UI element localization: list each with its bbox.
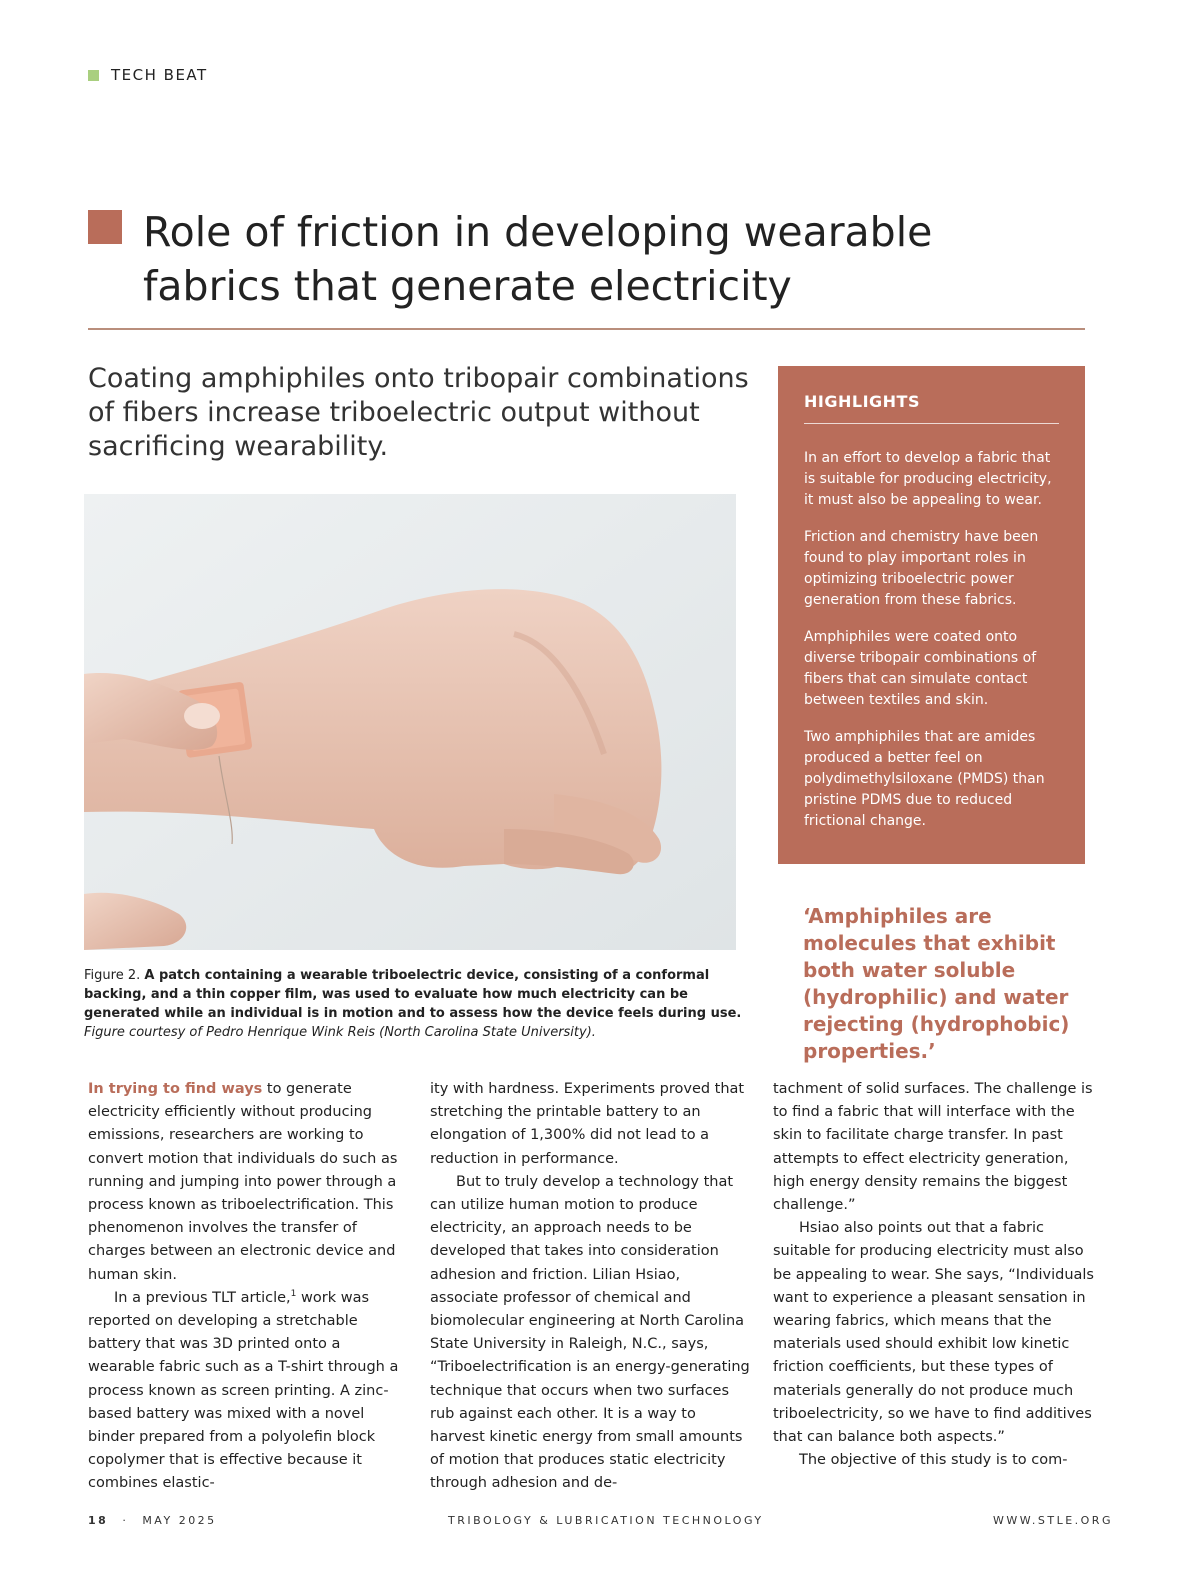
body-column-1 <box>88 1078 410 1496</box>
figure-credit: Figure courtesy of Pedro Henrique Wink Reis (North Carolina State University). <box>84 1025 596 1040</box>
highlights-box <box>778 366 1085 864</box>
footer-website-link[interactable]: WWW.STLE.ORG <box>993 1514 1113 1527</box>
highlight-item: In an effort to develop a fabric that is suitable for producing electricity, it must also be appealing to wear. <box>804 450 1052 508</box>
body-paragraph: In a previous TLT article,$^1$ work was reported on developing a stretchable battery that was 3D printed onto a wearable fabric such as a T-shirt through a process known as screen printing. A zinc-based battery was mixed with a novel binder prepared from a polyolefin block copolymer that is effective because it combines elastic- <box>88 1289 399 1492</box>
body-paragraph: The objective of this study is to com- <box>799 1452 1068 1469</box>
section-tag-square <box>88 70 99 81</box>
figure-caption-text: A patch containing a wearable triboelectric device, consisting of a conformal backing, and a thin copper film, was used to evaluate how much electricity can be generated while an individual is in motion and to assess how the device feels during use. <box>84 968 742 1021</box>
highlight-item: Friction and chemistry have been found to play important roles in optimizing triboelectric power generation from these fabrics. <box>804 529 1039 608</box>
body-paragraph: In trying to find ways to generate electricity efficiently without producing emissions, researchers are working to convert motion that individuals do such as running and jumping into power through a process known as triboelectrification. This phenomenon involves the transfer of charges between an electronic device and human skin. <box>88 1081 398 1283</box>
body-paragraph: Hsiao also points out that a fabric suitable for producing electricity must also be appealing to wear. She says, “Individuals want to experience a pleasant sensation in wearing fabrics, which means that the materials used should exhibit low kinetic friction coefficients, but these types of materials generally do not produce much triboelectricity, so we have to find additives that can balance both aspects.” <box>773 1220 1094 1446</box>
title-square-icon <box>88 210 122 244</box>
section-tag <box>88 66 208 84</box>
pull-quote: ‘Amphiphiles are molecules that exhibit both water soluble (hydrophilic) and water rejecting (hydrophobic) properties.’ <box>803 904 1070 1063</box>
issue-date: MAY 2025 <box>142 1514 217 1527</box>
page-number: 18 <box>88 1514 109 1527</box>
footer-page-info <box>88 1514 217 1527</box>
body-paragraph: ity with hardness. Experiments proved that stretching the printable battery to an elongation of 1,300% did not lead to a reduction in performance. <box>430 1081 745 1167</box>
title-rule <box>88 328 1085 330</box>
highlights-heading: HIGHLIGHTS <box>804 392 1059 424</box>
body-column-3 <box>773 1078 1095 1472</box>
footer-separator: · <box>122 1514 129 1527</box>
footnote-ref: 1 <box>290 1289 297 1299</box>
highlight-item: Amphiphiles were coated onto diverse tribopair combinations of fibers that can simulate contact between textiles and skin. <box>804 629 1037 708</box>
wrist-patch-illustration <box>84 494 736 950</box>
article-deck: Coating amphiphiles onto tribopair combinations of fibers increase triboelectric output without sacrificing wearability. <box>88 363 749 462</box>
lead-in: In trying to find ways <box>88 1081 263 1097</box>
figure-photo <box>84 494 736 950</box>
section-tag-label: TECH BEAT <box>111 66 208 84</box>
footer-publication: TRIBOLOGY & LUBRICATION TECHNOLOGY <box>448 1514 764 1527</box>
figure-caption <box>84 966 744 1042</box>
article-title: Role of friction in developing wearable fabrics that generate electricity <box>143 208 933 310</box>
highlight-item: Two amphiphiles that are amides produced a better feel on polydimethylsiloxane (PMDS) than pristine PDMS due to reduced frictional change. <box>804 729 1045 829</box>
body-paragraph: But to truly develop a technology that can utilize human motion to produce electricity, an approach needs to be developed that takes into consideration adhesion and friction. Lilian Hsiao, associate professor of chemical and biomolecular engineering at North Carolina State University in Raleigh, N.C., says, “Triboelectrification is an energy-generating technique that occurs when two surfaces rub against each other. It is a way to harvest kinetic energy from small amounts of motion that produces static electricity through adhesion and de- <box>430 1173 750 1492</box>
figure-label: Figure 2. <box>84 968 141 983</box>
body-paragraph: tachment of solid surfaces. The challenge is to find a fabric that will interface with the skin to facilitate charge transfer. In past attempts to effect electricity generation, high energy density remains the biggest challenge.” <box>773 1081 1093 1214</box>
body-column-2 <box>430 1078 752 1496</box>
